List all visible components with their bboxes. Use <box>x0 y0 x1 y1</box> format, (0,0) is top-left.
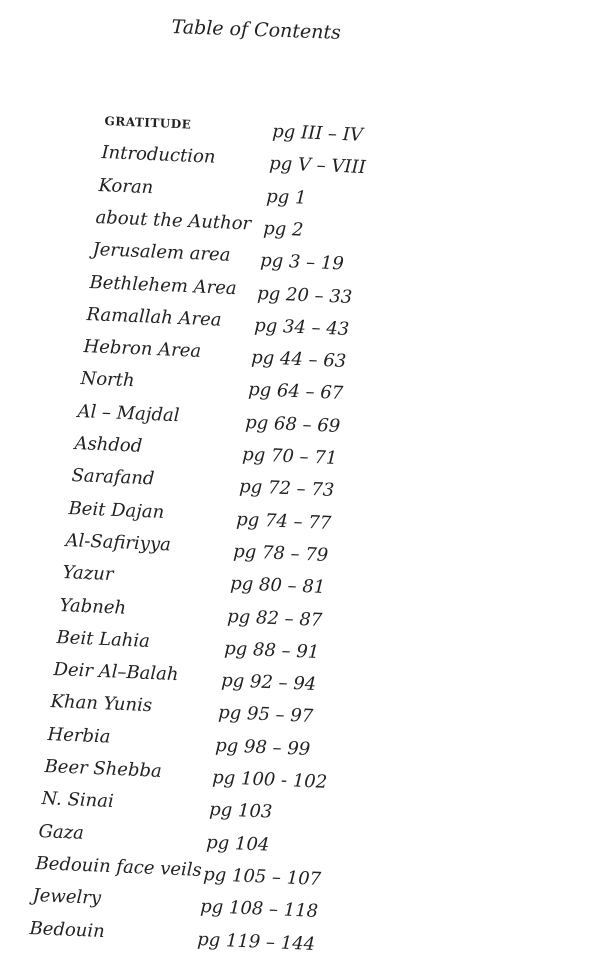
toc-entry-pages: pg 44 – 63 <box>250 347 347 373</box>
toc-entry-pages: pg 68 – 69 <box>244 411 341 437</box>
toc-entry-pages: pg 34 – 43 <box>253 314 350 340</box>
toc-entry-label: Hebron Area <box>83 336 202 363</box>
toc-entry-label: Koran <box>98 174 154 198</box>
toc-entry-pages: pg 98 – 99 <box>214 734 311 760</box>
toc-entry-label: Deir Al–Balah <box>53 659 179 686</box>
toc-entry-label: Beer Shebba <box>44 756 163 782</box>
toc-entry-pages: pg V – VIII <box>268 153 367 179</box>
toc-entry-label: N. Sinai <box>41 788 115 813</box>
toc-entry-pages: pg 20 – 33 <box>256 282 353 308</box>
toc-entry-pages: pg 104 <box>205 831 270 856</box>
toc-entry-pages: pg 78 – 79 <box>232 540 329 566</box>
toc-entry-pages: pg 103 <box>208 799 273 823</box>
toc-entry-pages: pg III – IV <box>271 121 364 146</box>
toc-entry-pages: pg 64 – 67 <box>247 379 344 405</box>
toc-entry-pages: pg 108 – 118 <box>199 896 319 923</box>
toc-entry-label: Al – Majdal <box>77 400 180 426</box>
toc-entry-label: Gaza <box>38 820 85 844</box>
toc-entry-pages: pg 70 – 71 <box>241 444 338 469</box>
toc-entry-pages: pg 80 – 81 <box>229 573 326 599</box>
toc-entry-pages: pg 3 – 19 <box>259 250 345 275</box>
toc-entry-label: Bedouin <box>29 917 106 942</box>
toc-entry-label: Bedouin face veils <box>35 852 203 881</box>
toc-entry-label: North <box>80 368 135 392</box>
toc-entry-label: Bethlehem Area <box>89 271 238 299</box>
toc-entry-label: Khan Yunis <box>50 691 153 717</box>
toc-entry-label: Al-Safiriyya <box>65 529 172 556</box>
toc-entry-pages: pg 88 – 91 <box>223 637 320 663</box>
toc-entry-label: Beit Dajan <box>68 497 165 523</box>
toc-entry-label: Jerusalem area <box>92 239 231 266</box>
toc-entry-pages: pg 119 – 144 <box>196 928 316 955</box>
toc-entry-pages: pg 92 – 94 <box>220 670 317 696</box>
toc-entry-label: Sarafand <box>71 465 155 490</box>
toc-entry-label: Beit Lahia <box>56 626 151 652</box>
toc-entry-label: Herbia <box>47 723 111 748</box>
toc-entry-label: Ashdod <box>74 433 143 457</box>
toc-entry-pages: pg 72 – 73 <box>238 476 335 502</box>
toc-entry-label: Yabneh <box>59 594 127 619</box>
toc-entry-label: Jewelry <box>32 885 102 910</box>
toc-entry-pages: pg 82 – 87 <box>226 605 323 631</box>
toc-entry-pages: pg 2 <box>262 217 304 241</box>
toc-entry-label: about the Author <box>95 206 252 235</box>
toc-entry-pages: pg 105 – 107 <box>202 863 322 890</box>
toc-entry-label: GRATITUDE <box>104 113 192 132</box>
toc-entry-label: Introduction <box>101 142 216 169</box>
toc-entry-label: Yazur <box>62 562 114 586</box>
toc-entry-pages: pg 100 - 102 <box>211 767 328 793</box>
toc-entry-pages: pg 95 – 97 <box>217 702 314 728</box>
toc-entry-label: Ramallah Area <box>86 303 222 331</box>
toc-entry-pages: pg 1 <box>265 185 307 209</box>
toc-entry-pages: pg 74 – 77 <box>235 508 332 534</box>
page-title: Table of Contents <box>171 16 342 44</box>
